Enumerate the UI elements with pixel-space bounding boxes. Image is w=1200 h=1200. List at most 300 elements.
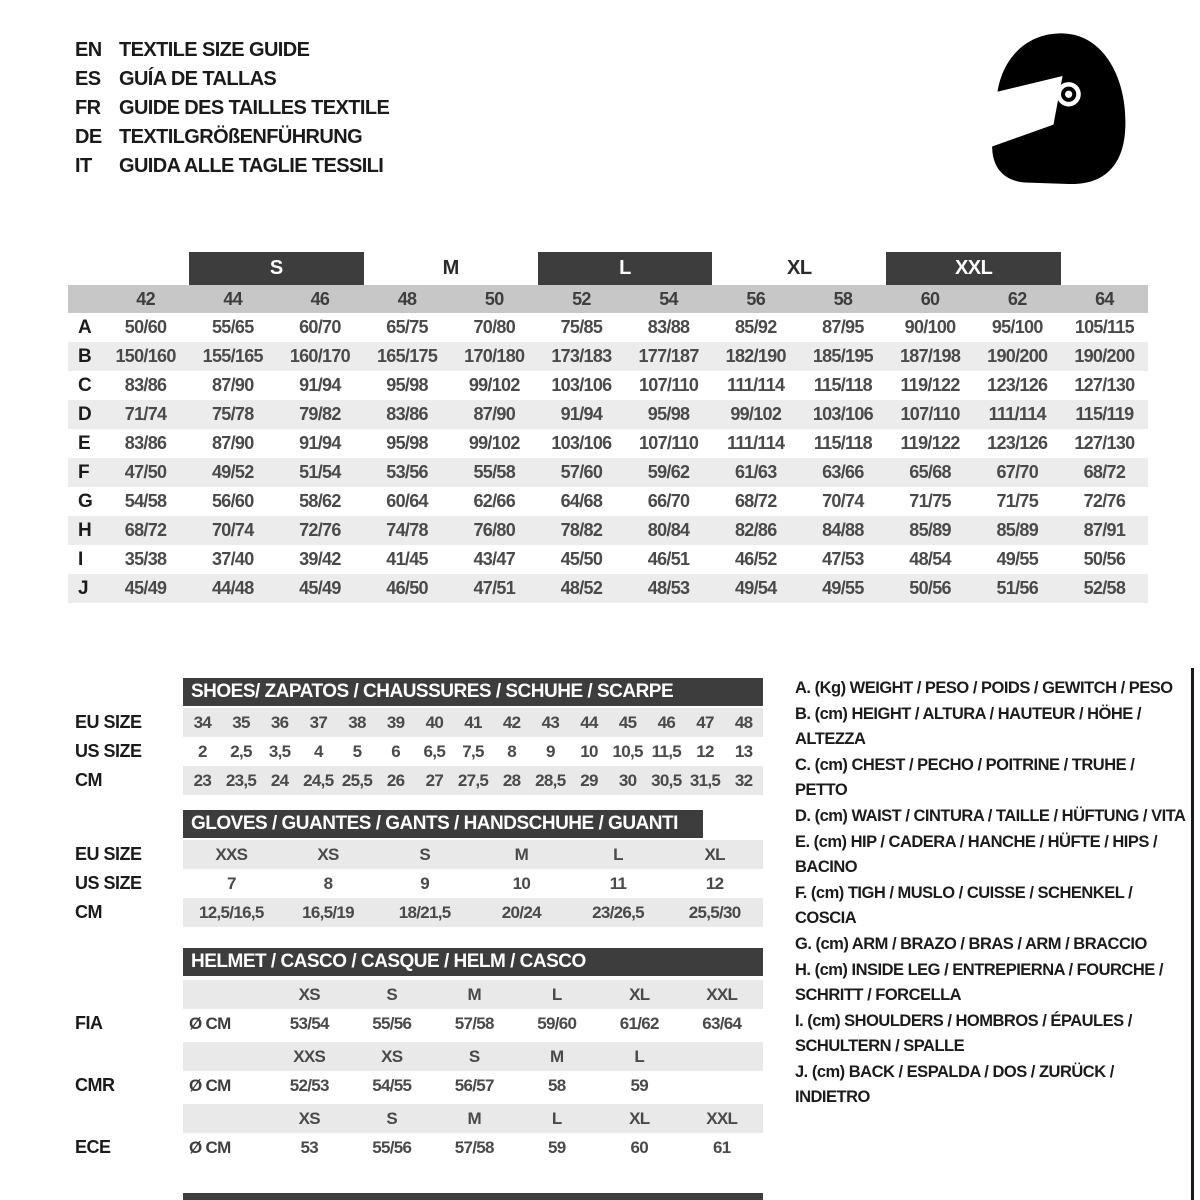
shoes-value: 38 bbox=[338, 708, 377, 737]
shoes-rows bbox=[68, 708, 763, 795]
shoes-value: 5 bbox=[352, 741, 362, 761]
gloves-row-label: US SIZE bbox=[75, 873, 142, 893]
language-code: ES bbox=[75, 68, 101, 90]
size-value: 173/183 bbox=[551, 346, 612, 366]
size-value: 65/68 bbox=[909, 462, 951, 482]
size-value: 182/190 bbox=[725, 346, 786, 366]
page-edge-line bbox=[1191, 668, 1194, 1200]
gloves-title: GLOVES / GUANTES / GANTS / HANDSCHUHE / GUANTI bbox=[191, 813, 678, 834]
helmet-size-row bbox=[68, 980, 763, 1009]
shoes-row bbox=[68, 708, 763, 737]
size-value: 85/89 bbox=[909, 520, 951, 540]
helmet-size-value: 61/62 bbox=[619, 1013, 659, 1033]
size-value: 49/55 bbox=[822, 578, 864, 598]
numeric-size: 42 bbox=[136, 288, 155, 309]
helmet-size-row-spacer bbox=[68, 980, 183, 1009]
shoes-row-label: US SIZE bbox=[75, 741, 142, 761]
size-value: 150/160 bbox=[115, 346, 176, 366]
row-letter: J bbox=[78, 577, 88, 599]
row-letter: B bbox=[78, 345, 92, 367]
size-value: 50/56 bbox=[909, 578, 951, 598]
language-row bbox=[75, 152, 389, 181]
helmet-unit-spacer bbox=[183, 1042, 268, 1071]
size-value: 35/38 bbox=[124, 549, 167, 569]
gloves-value: 25,5/30 bbox=[666, 898, 763, 927]
size-value: 52/58 bbox=[1083, 578, 1126, 598]
size-value: 160/170 bbox=[289, 346, 350, 366]
size-value: 119/122 bbox=[900, 375, 960, 395]
language-code: IT bbox=[75, 155, 92, 177]
numeric-size: 50 bbox=[484, 288, 504, 309]
row-letter: I bbox=[78, 548, 83, 570]
numeric-size: 48 bbox=[397, 288, 417, 309]
size-value: 43/47 bbox=[473, 549, 516, 569]
gloves-value: 16,5/19 bbox=[280, 898, 377, 927]
numeric-size: 60 bbox=[920, 288, 940, 309]
size-value: 119/122 bbox=[900, 433, 960, 453]
shoes-header-bar bbox=[183, 678, 763, 706]
shoes-value: 7,5 bbox=[462, 741, 484, 761]
shoes-value: 41 bbox=[454, 708, 493, 737]
helmet-size-value: 57/58 bbox=[454, 1013, 494, 1033]
legend-item: I. (cm) SHOULDERS / HOMBROS / ÉPAULES / SCHULTERN / SPALLE bbox=[795, 1012, 1132, 1055]
shoes-value: 34 bbox=[183, 708, 222, 737]
shoes-value: 43 bbox=[531, 708, 570, 737]
size-value: 107/110 bbox=[900, 404, 960, 424]
legend-item: F. (cm) TIGH / MUSLO / CUISSE / SCHENKEL / COSCIA bbox=[795, 884, 1133, 927]
size-value: 41/45 bbox=[386, 549, 428, 569]
numeric-size: 44 bbox=[223, 288, 243, 309]
size-value: 51/54 bbox=[299, 462, 341, 482]
size-value: 46/51 bbox=[647, 549, 690, 569]
helmet-size-value: 53 bbox=[300, 1137, 318, 1157]
textile-row-D bbox=[68, 400, 1148, 429]
size-value: 60/64 bbox=[386, 491, 428, 511]
helmet-size-label: XL bbox=[598, 980, 681, 1009]
gloves-value: 8 bbox=[323, 873, 333, 893]
language-list bbox=[75, 36, 389, 181]
size-value: 75/85 bbox=[560, 317, 603, 337]
size-value: 76/80 bbox=[473, 520, 516, 540]
helmet-size-value: 58 bbox=[547, 1075, 566, 1095]
size-value: 78/82 bbox=[560, 520, 603, 540]
gloves-value: 10 bbox=[512, 873, 531, 893]
size-value: 123/126 bbox=[987, 433, 1048, 453]
helmet-size-label: L bbox=[516, 1104, 599, 1133]
size-value: 115/118 bbox=[813, 375, 872, 395]
shoes-value: 30,5 bbox=[647, 766, 686, 795]
helmet-size-row bbox=[68, 1042, 763, 1071]
size-value: 64/68 bbox=[560, 491, 603, 511]
helmet-size-label: L bbox=[598, 1042, 681, 1071]
size-value: 99/102 bbox=[468, 375, 520, 395]
gloves-value: L bbox=[570, 840, 667, 869]
shoes-value: 30 bbox=[608, 766, 647, 795]
size-value: 72/76 bbox=[299, 520, 341, 540]
size-value: 87/90 bbox=[473, 404, 516, 424]
language-row bbox=[75, 36, 389, 65]
size-value: 99/102 bbox=[468, 433, 520, 453]
numeric-size: 56 bbox=[746, 288, 766, 309]
size-value: 111/114 bbox=[727, 433, 785, 453]
gloves-value: XL bbox=[666, 840, 763, 869]
size-value: 45/49 bbox=[124, 578, 167, 598]
numeric-size: 46 bbox=[310, 288, 330, 309]
size-band-L: L bbox=[538, 252, 712, 285]
language-label: TEXTILE SIZE GUIDE bbox=[119, 39, 310, 61]
shoes-value: 36 bbox=[260, 708, 299, 737]
helmet-size-label: S bbox=[351, 1104, 434, 1133]
size-band-XXL: XXL bbox=[886, 252, 1060, 285]
shoes-value: 10 bbox=[580, 741, 598, 761]
size-value: 62/66 bbox=[473, 491, 516, 511]
helmet-size-value: 56/57 bbox=[454, 1075, 494, 1095]
size-value: 170/180 bbox=[464, 346, 525, 366]
size-value: 70/74 bbox=[211, 520, 254, 540]
size-value: 49/54 bbox=[734, 578, 777, 598]
size-value: 123/126 bbox=[987, 375, 1048, 395]
gloves-rows bbox=[68, 840, 763, 927]
helmet-size-label: L bbox=[516, 980, 599, 1009]
helmet-size-value: 60 bbox=[630, 1137, 648, 1157]
size-value: 46/52 bbox=[734, 549, 777, 569]
gloves-value: 11 bbox=[609, 873, 627, 893]
size-value: 91/94 bbox=[299, 375, 341, 395]
size-value: 47/50 bbox=[124, 462, 167, 482]
legend-item: A. (Kg) WEIGHT / PESO / POIDS / GEWITCH / PESO bbox=[795, 679, 1173, 697]
size-value: 105/115 bbox=[1074, 317, 1134, 337]
helmet-size-value: 52/53 bbox=[289, 1075, 329, 1095]
gloves-value: XXS bbox=[183, 840, 280, 869]
size-value: 56/60 bbox=[211, 491, 254, 511]
size-value: 190/200 bbox=[1074, 346, 1135, 366]
cutoff-section-bar bbox=[183, 1193, 763, 1200]
numeric-size: 54 bbox=[659, 288, 678, 309]
size-value: 127/130 bbox=[1074, 375, 1135, 395]
shoes-value: 32 bbox=[724, 766, 763, 795]
size-value: 71/74 bbox=[124, 404, 167, 424]
size-value: 177/187 bbox=[638, 346, 699, 366]
helmet-size-label bbox=[681, 1042, 764, 1071]
legend-item: C. (cm) CHEST / PECHO / POITRINE / TRUHE / PETTO bbox=[795, 756, 1135, 799]
textile-row-C bbox=[68, 371, 1148, 400]
row-letter: H bbox=[78, 519, 92, 541]
size-value: 59/62 bbox=[647, 462, 690, 482]
shoes-value: 48 bbox=[724, 708, 763, 737]
helmet-size-label: XS bbox=[268, 1104, 351, 1133]
size-value: 70/80 bbox=[473, 317, 516, 337]
shoes-value: 44 bbox=[570, 708, 609, 737]
shoes-value: 28,5 bbox=[531, 766, 570, 795]
helmet-size-value: 63/64 bbox=[702, 1013, 742, 1033]
size-value: 49/55 bbox=[996, 549, 1039, 569]
helmet-size-value: 55/56 bbox=[372, 1013, 412, 1033]
language-row bbox=[75, 123, 389, 152]
shoes-value: 29 bbox=[570, 766, 609, 795]
legend-item: D. (cm) WAIST / CINTURA / TAILLE / HÜFTUNG / VITA bbox=[795, 807, 1186, 825]
row-letter: G bbox=[78, 490, 93, 512]
language-row bbox=[75, 94, 389, 123]
helmet-unit-spacer bbox=[183, 1104, 268, 1133]
helmet-value-row bbox=[68, 1133, 763, 1162]
gloves-value: 23/26,5 bbox=[570, 898, 667, 927]
helmet-size-value: 53/54 bbox=[289, 1013, 329, 1033]
helmet-size-value: 59/60 bbox=[537, 1013, 577, 1033]
shoes-value: 11,5 bbox=[651, 741, 681, 761]
size-value: 48/52 bbox=[560, 578, 603, 598]
size-value: 48/54 bbox=[909, 549, 951, 569]
row-letter: F bbox=[78, 461, 89, 483]
legend-item: B. (cm) HEIGHT / ALTURA / HAUTEUR / HÖHE / ALTEZZA bbox=[795, 705, 1141, 748]
size-value: 65/75 bbox=[386, 317, 428, 337]
shoes-value: 3,5 bbox=[268, 741, 291, 761]
language-row bbox=[75, 65, 389, 94]
gloves-row bbox=[68, 898, 763, 927]
size-value: 55/58 bbox=[473, 462, 516, 482]
size-value: 75/78 bbox=[211, 404, 254, 424]
legend-item: E. (cm) HIP / CADERA / HANCHE / HÜFTE / HIPS / BACINO bbox=[795, 833, 1158, 876]
shoes-value: 25,5 bbox=[338, 766, 377, 795]
size-value: 87/91 bbox=[1083, 520, 1126, 540]
size-band-XL: XL bbox=[787, 257, 812, 279]
shoes-value: 47 bbox=[686, 708, 725, 737]
gloves-value: 9 bbox=[420, 873, 430, 893]
helmet-size-value: 59 bbox=[630, 1075, 648, 1095]
shoes-value: 46 bbox=[647, 708, 686, 737]
size-value: 99/102 bbox=[730, 404, 782, 424]
shoes-value: 6,5 bbox=[423, 741, 446, 761]
helmet-size-row-spacer bbox=[68, 1042, 183, 1071]
helmet-size-label: XL bbox=[598, 1104, 681, 1133]
size-value: 50/56 bbox=[1083, 549, 1126, 569]
row-letter: E bbox=[78, 432, 90, 454]
shoes-value: 45 bbox=[608, 708, 647, 737]
size-band-M: M bbox=[442, 257, 459, 279]
size-value: 83/86 bbox=[124, 375, 167, 395]
shoes-value: 27,5 bbox=[454, 766, 493, 795]
size-value: 82/86 bbox=[734, 520, 777, 540]
size-value: 115/118 bbox=[813, 433, 872, 453]
size-value: 107/110 bbox=[638, 375, 699, 395]
helmet-size-row bbox=[68, 1104, 763, 1133]
size-value: 190/200 bbox=[987, 346, 1048, 366]
gloves-size-table bbox=[68, 810, 763, 927]
size-value: 37/40 bbox=[211, 549, 254, 569]
size-value: 91/94 bbox=[299, 433, 341, 453]
size-value: 53/56 bbox=[386, 462, 428, 482]
helmet-standard-label: FIA bbox=[75, 1013, 103, 1033]
size-value: 83/86 bbox=[124, 433, 167, 453]
shoes-value: 31,5 bbox=[686, 766, 725, 795]
shoes-value: 37 bbox=[299, 708, 338, 737]
shoes-value: 23,5 bbox=[222, 766, 261, 795]
shoes-value: 26 bbox=[376, 766, 415, 795]
size-value: 87/95 bbox=[822, 317, 864, 337]
textile-row-A bbox=[68, 313, 1148, 342]
shoes-value: 27 bbox=[415, 766, 454, 795]
helmet-unit-spacer bbox=[183, 980, 268, 1009]
numeric-header-spacer bbox=[68, 285, 102, 313]
shoes-value: 2 bbox=[197, 741, 207, 761]
shoes-value: 13 bbox=[734, 741, 753, 761]
shoes-value: 2,5 bbox=[230, 741, 252, 761]
size-value: 83/88 bbox=[647, 317, 690, 337]
size-value: 60/70 bbox=[299, 317, 341, 337]
size-value: 58/62 bbox=[299, 491, 341, 511]
helmet-size-label: M bbox=[433, 1104, 516, 1133]
size-value: 48/53 bbox=[647, 578, 690, 598]
textile-table-body bbox=[68, 313, 1148, 603]
size-value: 68/72 bbox=[734, 491, 777, 511]
racing-helmet-icon bbox=[982, 26, 1134, 196]
shoes-value: 24,5 bbox=[299, 766, 338, 795]
shoes-value: 40 bbox=[415, 708, 454, 737]
language-label: TEXTILGRÖßENFÜHRUNG bbox=[119, 126, 363, 148]
size-value: 67/70 bbox=[996, 462, 1039, 482]
helmet-size-value: 55/56 bbox=[372, 1137, 412, 1157]
size-value: 45/49 bbox=[299, 578, 341, 598]
helmet-value-row bbox=[68, 1071, 763, 1100]
helmet-size-label: XXL bbox=[681, 1104, 764, 1133]
size-value: 51/56 bbox=[996, 578, 1039, 598]
size-value: 46/50 bbox=[386, 578, 428, 598]
gloves-value: 12,5/16,5 bbox=[183, 898, 280, 927]
size-value: 155/165 bbox=[202, 346, 263, 366]
size-value: 39/42 bbox=[299, 549, 341, 569]
helmet-size-value: 59 bbox=[547, 1137, 566, 1157]
textile-size-table bbox=[68, 252, 1148, 603]
size-value: 87/90 bbox=[211, 433, 254, 453]
size-value: 71/75 bbox=[996, 491, 1039, 511]
helmet-groups bbox=[68, 980, 763, 1162]
size-value: 111/114 bbox=[988, 404, 1046, 424]
language-label: GUÍA DE TALLAS bbox=[119, 68, 277, 90]
size-value: 70/74 bbox=[822, 491, 864, 511]
helmet-size-label: XS bbox=[268, 980, 351, 1009]
textile-row-F bbox=[68, 458, 1148, 487]
size-value: 107/110 bbox=[638, 433, 699, 453]
size-value: 115/119 bbox=[1075, 404, 1134, 424]
size-value: 68/72 bbox=[124, 520, 167, 540]
size-value: 49/52 bbox=[211, 462, 254, 482]
size-value: 50/60 bbox=[124, 317, 167, 337]
shoes-size-table bbox=[68, 678, 763, 795]
diameter-unit: Ø CM bbox=[189, 1137, 231, 1157]
size-value: 103/106 bbox=[551, 375, 612, 395]
textile-row-G bbox=[68, 487, 1148, 516]
size-value: 87/90 bbox=[211, 375, 254, 395]
diameter-unit: Ø CM bbox=[189, 1075, 231, 1095]
numeric-size: 62 bbox=[1007, 288, 1027, 309]
textile-row-E bbox=[68, 429, 1148, 458]
shoes-row-label: CM bbox=[75, 770, 102, 790]
gloves-value: 18/21,5 bbox=[376, 898, 473, 927]
gloves-row bbox=[68, 869, 763, 898]
size-value: 74/78 bbox=[386, 520, 428, 540]
gloves-value: XS bbox=[280, 840, 377, 869]
legend-item: G. (cm) ARM / BRAZO / BRAS / ARM / BRACCIO bbox=[795, 935, 1147, 953]
shoes-value: 39 bbox=[376, 708, 415, 737]
helmet-group-CMR bbox=[68, 1042, 763, 1100]
helmet-size-label: M bbox=[433, 980, 516, 1009]
numeric-size: 64 bbox=[1095, 288, 1114, 309]
size-value: 95/98 bbox=[386, 433, 428, 453]
helmet-standard-label: CMR bbox=[75, 1075, 115, 1095]
shoes-value: 35 bbox=[222, 708, 261, 737]
row-letter: D bbox=[78, 403, 92, 425]
language-code: DE bbox=[75, 126, 102, 148]
helmet-size-label: M bbox=[516, 1042, 599, 1071]
shoes-value: 12 bbox=[696, 741, 714, 761]
helmet-group-ECE bbox=[68, 1104, 763, 1162]
size-value: 111/114 bbox=[727, 375, 785, 395]
shoes-value: 28 bbox=[492, 766, 531, 795]
language-code: FR bbox=[75, 97, 101, 119]
size-value: 45/50 bbox=[560, 549, 603, 569]
numeric-size: 52 bbox=[572, 288, 591, 309]
numeric-size: 58 bbox=[833, 288, 853, 309]
helmet-size-value bbox=[681, 1071, 764, 1100]
gloves-value: M bbox=[473, 840, 570, 869]
legend-item: J. (cm) BACK / ESPALDA / DOS / ZURÜCK / INDIETRO bbox=[795, 1063, 1114, 1106]
shoes-value: 23 bbox=[183, 766, 222, 795]
helmet-header-bar bbox=[183, 948, 763, 976]
language-label: GUIDE DES TAILLES TEXTILE bbox=[119, 97, 390, 119]
helmet-title: HELMET / CASCO / CASQUE / HELM / CASCO bbox=[191, 951, 586, 972]
size-value: 85/92 bbox=[734, 317, 777, 337]
shoes-value: 4 bbox=[313, 741, 323, 761]
size-value: 44/48 bbox=[211, 578, 254, 598]
helmet-group-FIA bbox=[68, 980, 763, 1038]
shoes-value: 24 bbox=[260, 766, 299, 795]
size-value: 61/63 bbox=[734, 462, 777, 482]
size-value: 185/195 bbox=[812, 346, 873, 366]
size-value: 95/98 bbox=[647, 404, 690, 424]
size-value: 71/75 bbox=[909, 491, 951, 511]
shoes-value: 8 bbox=[507, 741, 517, 761]
shoes-value: 6 bbox=[391, 741, 401, 761]
gloves-value: 12 bbox=[705, 873, 724, 893]
size-value: 187/198 bbox=[899, 346, 961, 366]
size-value: 68/72 bbox=[1083, 462, 1126, 482]
helmet-size-value: 57/58 bbox=[454, 1137, 494, 1157]
textile-row-B bbox=[68, 342, 1148, 371]
size-value: 95/100 bbox=[991, 317, 1043, 337]
helmet-size-label: XS bbox=[351, 1042, 434, 1071]
shoes-value: 10,5 bbox=[612, 741, 643, 761]
size-value: 47/53 bbox=[822, 549, 864, 569]
textile-row-J bbox=[68, 574, 1148, 603]
size-value: 55/65 bbox=[211, 317, 254, 337]
gloves-row-label: CM bbox=[75, 902, 102, 922]
helmet-value-row bbox=[68, 1009, 763, 1038]
shoes-value: 42 bbox=[492, 708, 531, 737]
shoes-row-label: EU SIZE bbox=[75, 712, 142, 732]
gloves-value: 20/24 bbox=[473, 898, 570, 927]
size-value: 57/60 bbox=[560, 462, 603, 482]
textile-row-H bbox=[68, 516, 1148, 545]
helmet-size-label: S bbox=[351, 980, 434, 1009]
legend-item: H. (cm) INSIDE LEG / ENTREPIERNA / FOURCHE / SCHRITT / FORCELLA bbox=[795, 961, 1163, 1004]
row-letter: A bbox=[78, 316, 92, 338]
helmet-standard-label: ECE bbox=[75, 1137, 111, 1157]
size-value: 66/70 bbox=[647, 491, 690, 511]
size-value: 85/89 bbox=[996, 520, 1039, 540]
size-value: 91/94 bbox=[560, 404, 603, 424]
shoes-value: 9 bbox=[545, 741, 555, 761]
measurement-legend bbox=[795, 676, 1187, 1111]
language-label: GUIDA ALLE TAGLIE TESSILI bbox=[119, 155, 384, 177]
